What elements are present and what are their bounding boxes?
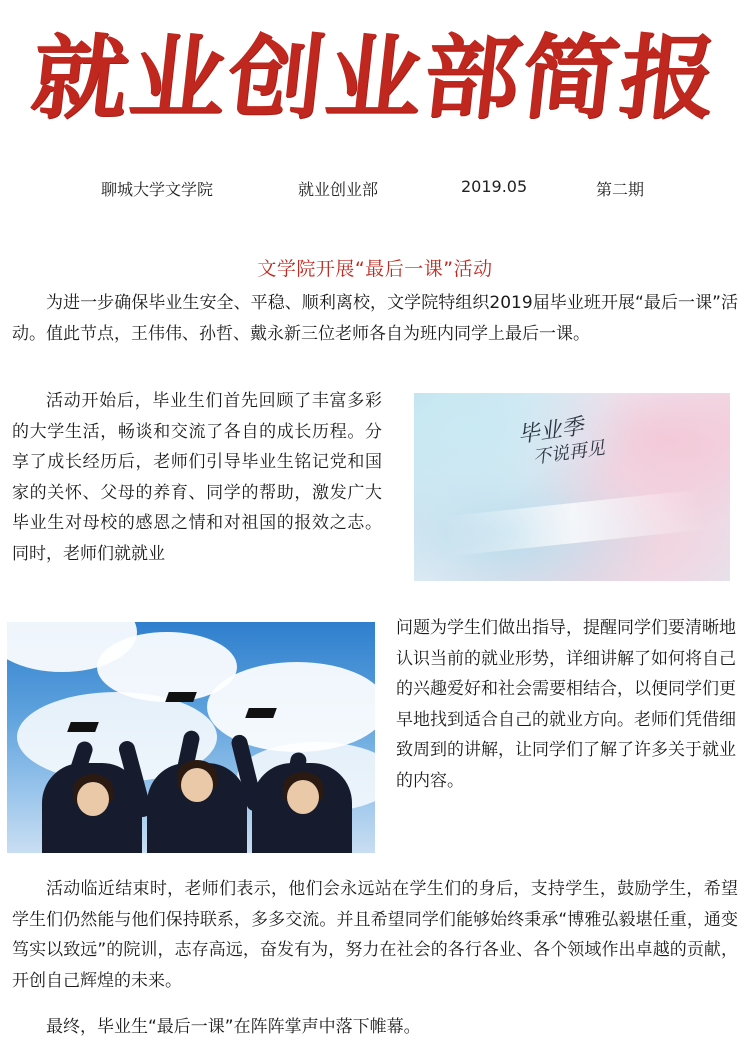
graduate-face bbox=[287, 780, 319, 814]
watercolor-caption-line1: 毕业季 bbox=[516, 414, 586, 449]
issue-number: 第二期 bbox=[596, 180, 645, 199]
article-paragraph: 问题为学生们做出指导，提醒同学们要清晰地认识当前的就业形势，详细讲解了如何将自己的兴趣爱好和社会需要相结合，以便同学们更早地找到适合自己的就业方向。老师们凭借细致周到的讲解，让同学们了解了许多关于就业的内容。 bbox=[396, 618, 736, 791]
department-name: 就业创业部 bbox=[298, 180, 379, 199]
graduate-face bbox=[77, 782, 109, 816]
brush-stroke bbox=[443, 490, 706, 557]
article-paragraph: 活动开始后，毕业生们首先回顾了丰富多彩的大学生活，畅谈和交流了各自的成长历程。分享了成长经历后，老师们引导毕业生铭记党和国家的关怀、父母的养育、同学的帮助，激发广大毕业生对母校的感恩之情和对祖国的报效之志。同时，老师们就就业 bbox=[12, 391, 382, 564]
issue-info-bar bbox=[0, 174, 750, 200]
watercolor-caption-line2: 不说再见 bbox=[531, 437, 606, 469]
graduation-watercolor-image bbox=[414, 393, 730, 581]
watercolor-caption bbox=[516, 407, 642, 471]
graduates-photo bbox=[7, 622, 375, 853]
issue-date: 2019.05 bbox=[461, 177, 528, 196]
graduate-face bbox=[181, 768, 213, 802]
school-name: 聊城大学文学院 bbox=[101, 180, 214, 199]
masthead-title: 就业创业部简报 bbox=[26, 23, 724, 132]
article-paragraph: 活动临近结束时，老师们表示，他们会永远站在学生们的身后，支持学生，鼓励学生，希望学生们仍然能与他们保持联系，多多交流。并且希望同学们能够始终秉承“博雅弘毅堪任重，通变笃实以致远”的院训，志存高远，奋发有为，努力在社会的各行各业、各个领域作出卓越的贡献，开创自己辉煌的未来。 bbox=[12, 879, 738, 991]
article-paragraph: 最终，毕业生“最后一课”在阵阵掌声中落下帷幕。 bbox=[46, 1017, 421, 1037]
mortarboard-icon bbox=[67, 722, 99, 732]
article-paragraph: 为进一步确保毕业生安全、平稳、顺利离校，文学院特组织2019届毕业班开展“最后一课”活动。值此节点，王伟伟、孙哲、戴永新三位老师各自为班内同学上最后一课。 bbox=[12, 293, 738, 344]
mortarboard-icon bbox=[165, 692, 197, 702]
mortarboard-icon bbox=[245, 708, 277, 718]
article-headline: 文学院开展“最后一课”活动 bbox=[257, 258, 493, 280]
